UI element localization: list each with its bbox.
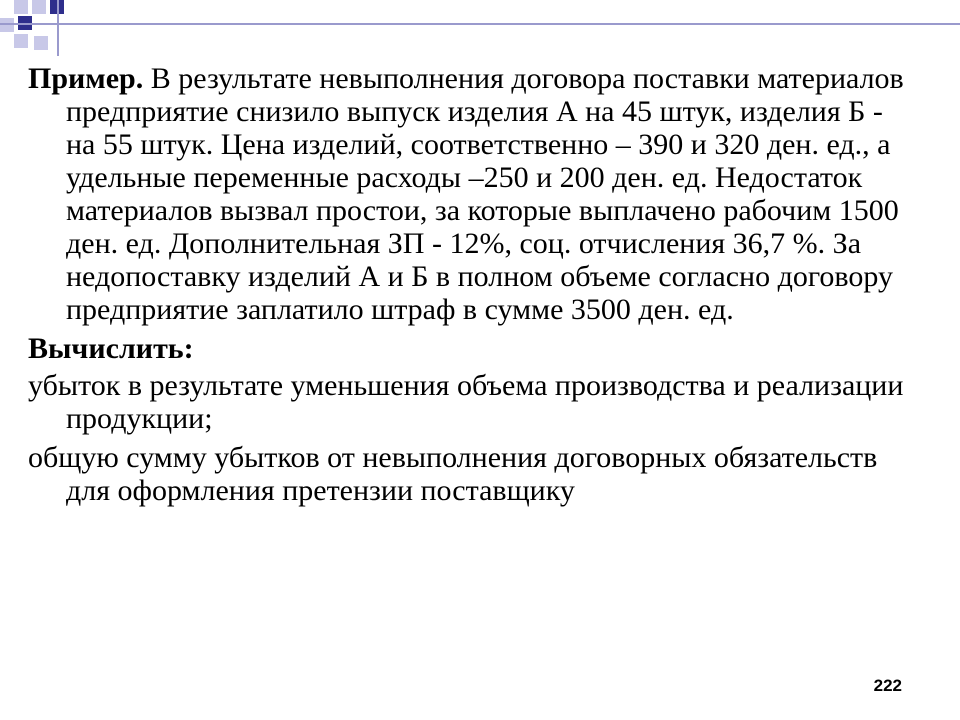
task-item-2: общую сумму убытков от невыполнения договорных обязательств для оформления претензии поставщику xyxy=(28,441,878,507)
corner-square-8 xyxy=(34,36,48,50)
task-item-1: убыток в результате уменьшения объема производства и реализации продукции; xyxy=(28,369,904,435)
example-label: Пример. xyxy=(28,62,144,95)
corner-square-2 xyxy=(32,0,46,14)
corner-decoration xyxy=(0,0,960,60)
example-paragraph xyxy=(28,62,918,326)
corner-square-1 xyxy=(14,0,28,14)
slide-body xyxy=(28,62,918,513)
task-heading: Вычислить: xyxy=(28,332,194,365)
corner-square-7 xyxy=(14,34,28,48)
page-number: 222 xyxy=(873,676,902,695)
example-text: В результате невыполнения договора поставки материалов предприятие снизило выпуск изделия А на 45 штук, изделия Б - на 55 штук. Цена изделий, соответственно – 390 и 320 ден. ед., а удельные переменные расходы –250 и 200 ден. ед. Недостаток материалов вызвал простои, за которые выплачено рабочим 1500 ден. ед. Дополнительная ЗП - 12%, соц. отчисления 36,7 %. За недопоставку изделий А и Б в полном объеме согласно договору предприятие заплатило штраф в сумме 3500 ден. ед. xyxy=(66,62,904,326)
